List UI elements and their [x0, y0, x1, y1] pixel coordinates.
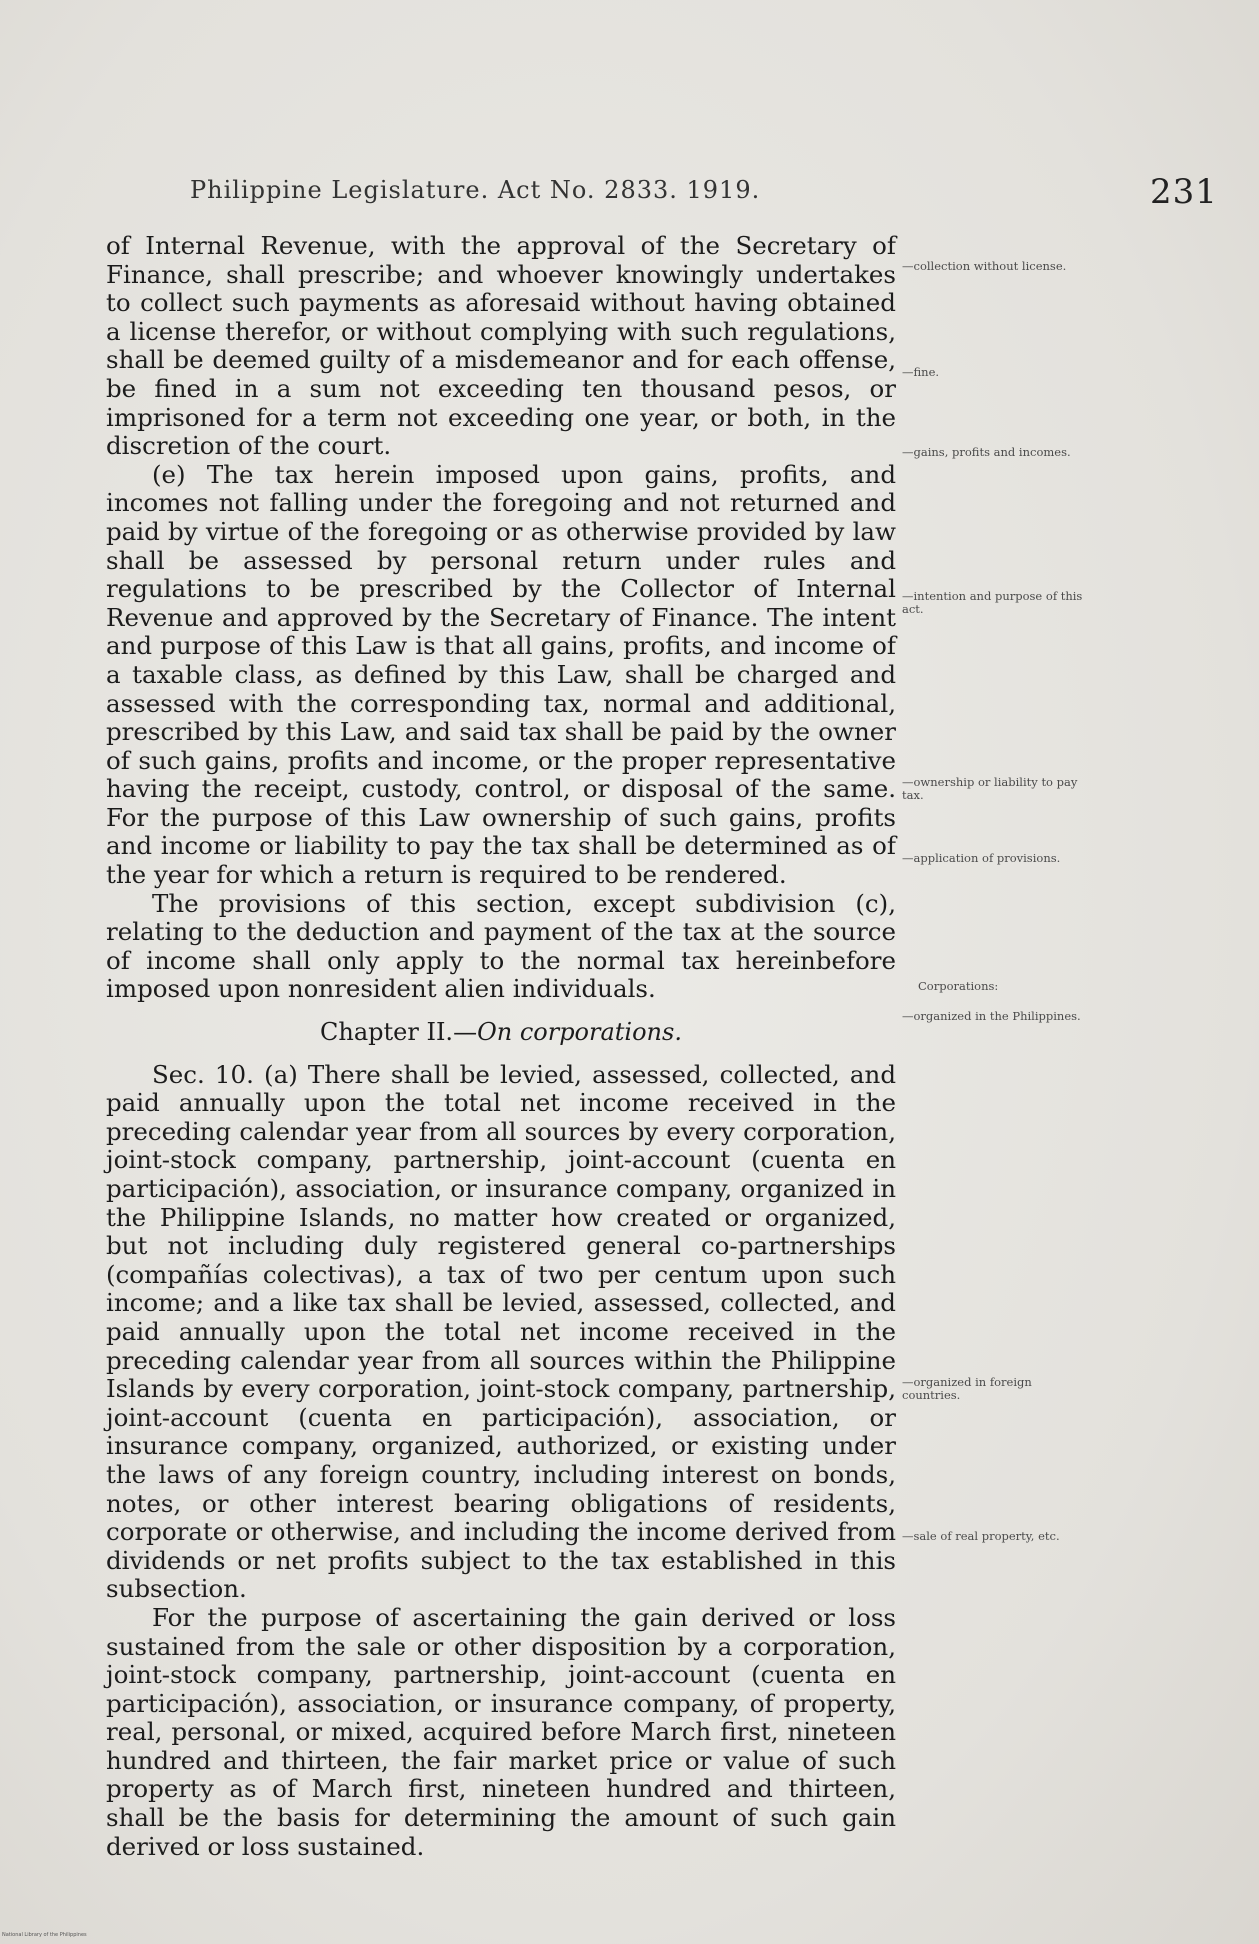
chapter-heading — [106, 1018, 896, 1047]
margin-note-sale-property: —sale of real property, etc. — [902, 1529, 1060, 1543]
paragraph-1: of Internal Revenue, with the approval of the Secretary of Finance, shall prescribe; and whoever knowingly undertakes to collect such payments as aforesaid without having obtained a license therefor, or without complying with such regulations, shall be deemed guilty of a misdemeanor and for each offense, be fined in a sum not exceeding ten thousand pesos, or imprisoned for a term not exceeding one year, or both, in the discretion of the court. — [106, 231, 896, 461]
margin-note-gains: —gains, profits and incomes. — [902, 445, 1071, 459]
chapter-title: On corporations. — [477, 1018, 682, 1047]
margin-note-collection: —collection without license. — [902, 259, 1067, 273]
footer-credit: National Library of the Philippines — [2, 1932, 87, 1938]
margin-note-organized-philippines: —organized in the Philippines. — [902, 1009, 1081, 1023]
paragraph-4: Sec. 10. (a) There shall be levied, assessed, collected, and paid annually upon the total net income received in the preceding calendar year from all sources by every corporation, joint-stock company, partnership, joint-account (cuenta en participación), association, or insurance company, organized in the Philippine Islands, no matter how created or organized, but not including duly registered general co-partnerships (compañías colectivas), a tax of two per centum upon such income; and a like tax shall be levied, assessed, collected, and paid annually upon the total net income received in the preceding calendar year from all sources within the Philippine Islands by every corporation, joint-stock company, partnership, joint-account (cuenta en participación), association, or insurance company, organized, authorized, or existing under the laws of any foreign country, including interest on bonds, notes, or other interest bearing obligations of residents, corporate or otherwise, and including the income derived from dividends or net profits subject to the tax established in this subsection. — [106, 1059, 896, 1604]
paragraph-2: (e) The tax herein imposed upon gains, profits, and incomes not falling under the foregoing and not returned and paid by virtue of the foregoing or as otherwise provided by law shall be assessed by personal return under rules and regulations to be prescribed by the Collector of Internal Revenue and approved by the Secretary of Finance. The intent and purpose of this Law is that all gains, profits, and income of a taxable class, as defined by this Law, shall be charged and assessed with the corresponding tax, normal and additional, prescribed by this Law, and said tax shall be paid by the owner of such gains, profits and income, or the proper representative having the receipt, custody, control, or disposal of the same. For the purpose of this Law ownership of such gains, profits and income or liability to pay the tax shall be determined as of the year for which a return is required to be rendered. — [106, 459, 896, 890]
body-text — [106, 232, 896, 1861]
running-title: Philippine Legislature. Act No. 2833. 1919. — [190, 176, 761, 204]
paragraph-3: The provisions of this section, except subdivision (c), relating to the deduction and payment of the tax at the source of income shall only apply to the normal tax hereinbefore imposed upon nonresident alien individuals. — [106, 888, 896, 1004]
page-number: 231 — [1150, 172, 1218, 212]
margin-note-fine: —fine. — [902, 365, 940, 379]
paragraph-5: For the purpose of ascertaining the gain derived or loss sustained from the sale or other disposition by a corporation, joint-stock company, partnership, joint-account (cuenta en participación), association, or insurance company, of property, real, personal, or mixed, acquired before March first, nineteen hundred and thirteen, the fair market price or value of such property as of March first, nineteen hundred and thirteen, shall be the basis for determining the amount of such gain derived or loss sustained. — [106, 1602, 896, 1861]
page-header — [190, 172, 1218, 216]
margin-note-corporations: Corporations: — [918, 979, 999, 993]
margin-note-intention: —intention and purpose of this act. — [902, 589, 1083, 616]
margin-note-organized-foreign: —organized in foreign countries. — [902, 1375, 1032, 1402]
margin-note-ownership: —ownership or liability to pay tax. — [902, 775, 1078, 802]
margin-note-application: —application of provisions. — [902, 851, 1061, 865]
chapter-number: Chapter II.— — [320, 1018, 478, 1047]
